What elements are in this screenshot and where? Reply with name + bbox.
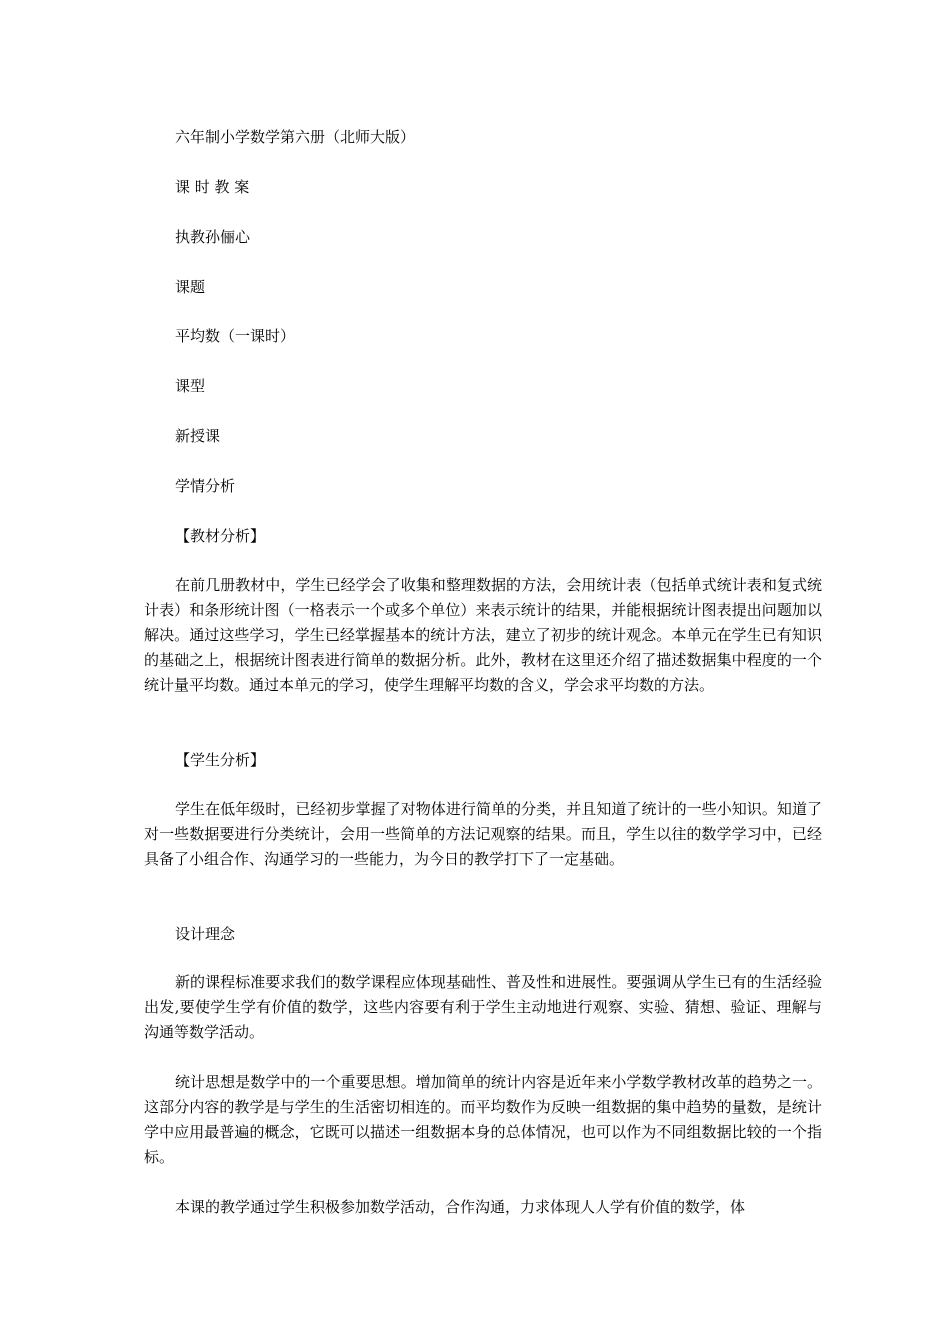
- topic-value: 平均数（一课时）: [175, 327, 296, 345]
- design-paragraph-1: 新的课程标准要求我们的数学课程应体现基础性、普及性和进展性。要强调从学生已有的生活经验出发,要使学生学有价值的数学，这些内容要有利于学生主动地进行观察、实验、猜想、验证、理解与沟通等数学活动。: [144, 973, 822, 1041]
- type-value: 新授课: [175, 427, 221, 445]
- design-concept-label: 设计理念: [175, 925, 236, 943]
- student-analysis-paragraph: 学生在低年级时，已经初步掌握了对物体进行简单的分类，并且知道了统计的一些小知识。知道了对一些数据要进行分类统计，会用一些简单的方法记观察的结果。而且，学生以往的数学学习中，已经具备了小组合作、沟通学习的一些能力，为今日的教学打下了一定基础。: [144, 800, 822, 868]
- student-analysis-heading: 【学生分析】: [175, 751, 266, 769]
- situation-label: 学情分析: [175, 477, 236, 495]
- teacher-line: 执教孙俪心: [175, 228, 251, 246]
- design-paragraph-3: 本课的教学通过学生积极参加数学活动，合作沟通，力求体现人人学有价值的数学，体: [175, 1198, 746, 1216]
- design-paragraph-2: 统计思想是数学中的一个重要思想。增加简单的统计内容是近年来小学数学教材改革的趋势之一。这部分内容的教学是与学生的生活密切相连的。而平均数作为反映一组数据的集中趋势的量数，是统计学中应用最普遍的概念，它既可以描述一组数据本身的总体情况，也可以作为不同组数据比较的一个指标。: [144, 1073, 822, 1166]
- topic-label: 课题: [175, 278, 206, 296]
- textbook-analysis-heading: 【教材分析】: [175, 527, 266, 545]
- lesson-plan-label: 课 时 教 案: [175, 178, 250, 196]
- type-label: 课型: [175, 377, 206, 395]
- header-title: 六年制小学数学第六册（北师大版）: [175, 128, 416, 146]
- textbook-analysis-paragraph: 在前几册教材中，学生已经学会了收集和整理数据的方法，会用统计表（包括单式统计表和复式统计表）和条形统计图（一格表示一个或多个单位）来表示统计的结果，并能根据统计图表提出问题加以解决。通过这些学习，学生已经掌握基本的统计方法，建立了初步的统计观念。本单元在学生已有知识的基础之上，根据统计图表进行简单的数据分析。此外，教材在这里还介绍了描述数据集中程度的一个统计量平均数。通过本单元的学习，使学生理解平均数的含义，学会求平均数的方法。: [144, 576, 822, 694]
